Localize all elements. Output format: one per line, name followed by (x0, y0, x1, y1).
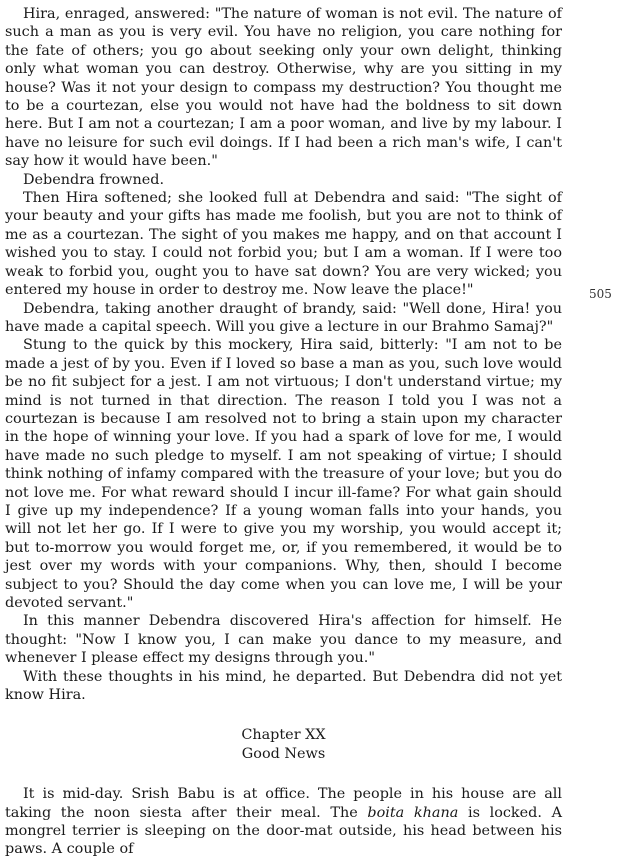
italic-term: boita khana (367, 804, 459, 821)
document-page (5, 5, 562, 859)
paragraph: Hira, enraged, answered: "The nature of woman is not evil. The nature of such a man as you is very evil. You have no religion, you care nothing for the fate of others; you go about seeking only your own delight, thinking only what woman you can destroy. Otherwise, why are you sitting in my house? Was it not your design to compass my destruction? You thought me to be a courtezan, else you would not have had the boldness to sit down here. But I am not a courtezan; I am a poor woman, and live by my labour. I have no leisure for such evil doings. If I had been a rich man's wife, I can't say how it would have been." (5, 6, 562, 170)
paragraph: Debendra frowned. (23, 171, 165, 188)
paragraph: With these thoughts in his mind, he departed. But Debendra did not yet know Hira. (5, 668, 562, 704)
chapter-title: Good News (241, 745, 326, 762)
chapter-number: Chapter XX (241, 727, 326, 744)
paragraph: Stung to the quick by this mockery, Hira said, bitterly: "I am not to be made a jest of by you. Even if I loved so base a man as you, such love would be no fit subject for a jest. I am not virtuous; I don't understand virtue; my mind is not turned in that direction. The reason I told you I was not a courtezan is because I am resolved not to bring a stain upon my character in the hope of winning your love. If you had a spark of love for me, I would have made no such pledge to myself. I am not speaking of virtue; I should think nothing of infamy compared with the treasure of your love; but you do not love me. For what reward should I incur ill-fame? For what gain should I give up my independence? If a young woman falls into your hands, you will not let her go. If I were to give you my worship, you would accept it; but to-morrow you would forget me, or, if you remembered, it would be to jest over my words with your companions. Why, then, should I become subject to you? Should the day come when you can love me, I will be your devoted servant." (5, 337, 562, 611)
paragraph (5, 785, 562, 859)
paragraph-text: is locked. A mongrel terrier is sleeping on the door-mat outside, his head between his paws. A couple of (5, 804, 562, 858)
chapter-heading (5, 726, 562, 763)
paragraph: In this manner Debendra discovered Hira's affection for himself. He thought: "Now I know you, I can make you dance to my measure, and whenever I please effect my designs through you." (5, 613, 562, 667)
paragraph: Debendra, taking another draught of brandy, said: "Well done, Hira! you have made a capital speech. Will you give a lecture in our Brahmo Samaj?" (5, 300, 562, 335)
page-number: 505 (589, 287, 612, 301)
paragraph-text: It is mid-day. Srish Babu is at office. The people in his house are all taking the noon siesta after their meal. The (5, 786, 562, 821)
paragraph: Then Hira softened; she looked full at Debendra and said: "The sight of your beauty and your gifts has made me foolish, but you are not to think of me as a courtezan. The sight of you makes me happy, and on that account I wished you to stay. I could not forbid you; but I am a woman. If I were too weak to forbid you, ought you to have sat down? You are very wicked; you entered my house in order to destroy me. Now leave the place!" (5, 190, 562, 299)
